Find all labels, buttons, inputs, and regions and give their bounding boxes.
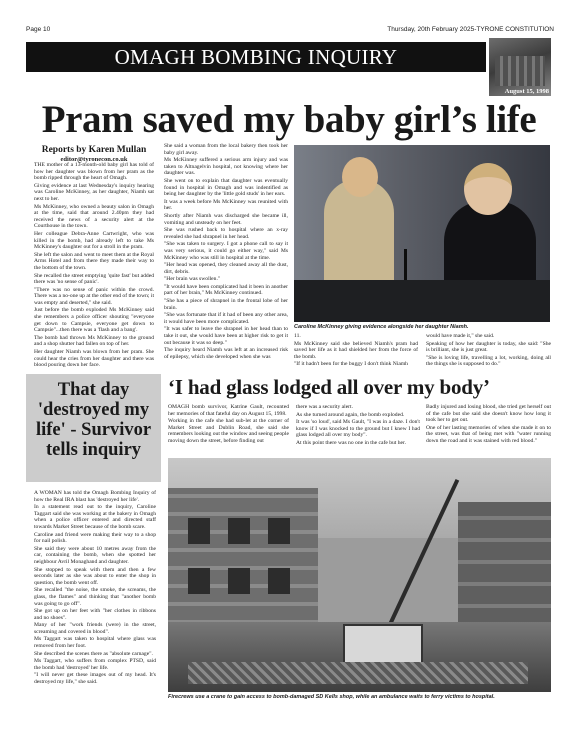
paragraph: The bomb had thrown Ms McKinney to the ground and a shop shutter had fallen on top of her. [34,334,154,348]
paragraph: Ms Taggart was taken to hospital where glass was removed from her foot. [34,636,156,650]
paragraph: Ms McKinney, who owned a beauty salon in Omagh at the time, said that around 2.40pm they had received the news of a security alert at the Courthouse in the town. [34,203,154,230]
inquiry-photo [294,145,550,322]
paragraph: "It would have been complicated had it been in another part of her brain," Ms McKinney continued. [164,283,288,297]
photo-figure-left-head [342,157,378,197]
banner-photo-building [495,56,545,86]
paragraph: would have made it," she said. [426,333,495,339]
paragraph: "She is loving life, travelling a lot, working, doing all the things she is supposed to do." [426,354,551,368]
page-header [26,26,554,36]
paragraph: Shortly after Niamh was discharged she became ill, vomiting and unsteady on her feet. [164,212,288,226]
paragraph: 11. [294,333,301,339]
byline-email: editor@tyronecon.co.uk [60,156,128,163]
paragraph: "It was safer to leave the shrapnel in her head than to take it out, she would have been at higher risk to get it out because it was so deep." [164,326,288,346]
story3-column-3 [426,404,551,446]
inquiry-photo-caption: Caroline McKinney giving evidence alongside her daughter Niamh. [294,324,469,330]
photo-figure-right-head [464,163,512,215]
paragraph: She recalled "the noise, the smoke, the screams, the glass, the flames" and thinking that "another bomb was going to go off". [34,587,156,607]
section-banner: OMAGH BOMBING INQUIRY [26,42,486,72]
paragraph: Her colleague Debra-Anne Cartwright, who was killed in the bomb, had already left to take Ms McKinney's daughter out for a stroll in the pram. [34,230,154,251]
paragraph: "Her brain was swollen." [164,276,221,283]
paragraph: She left the salon and went to meet them at the Royal Arms Hotel and from there they made their way to the bottom of the town. [34,251,154,271]
banner-photo-date: August 15, 1998 [504,88,549,95]
story2-headline-box [26,374,161,482]
story1-column-2 [164,143,288,361]
paragraph: One of her lasting memories of when she made it on to the street, was that of being met with "water running down the road and it was stained with red blood." [426,424,551,444]
paragraph: Speaking of how her daughter is today, she said: "She is brilliant, she is just great. [426,340,551,354]
paragraph: Her daughter Niamh was blown from her pram. She could hear the cries from her daughter and there was blood pouring down her face. [34,349,154,369]
story2-column [34,490,156,687]
paragraph: "She was taken to surgery. I got a phone call to say it was very serious, it could go either way," said Ms McKinney who was still in hospital at the time. [164,241,288,261]
paragraph: It was a week before Ms McKinney was reunited with her. [164,198,288,212]
story3-headline: ‘I had glass lodged all over my body’ [168,375,490,399]
paragraph: She said they were about 10 metres away from the car, containing the bomb, when she spotted her neighbour Avril Monaghand and daughter. [34,545,156,565]
byline-reporter: Reports by Karen Mullan [41,145,147,155]
paragraph: OMAGH bomb survivor, Katrine Gault, recounted her memories of that fateful day on August 15, 1998. [168,404,289,417]
paragraph: Working in the cafe she had sub-let at the corner of Market Street and Dublin Road, she said she remembers looking out the window and seeing people moving down the street, before finding out [168,418,290,444]
paragraph: Badly injured and losing blood, she tried get herself out of the cafe but she said she doesn't know how long it took her to get out. [426,404,551,424]
paragraph: She said a woman from the local bakery then took her baby girl away. [164,143,288,156]
paragraph: In a statement read out to the inquiry, Caroline Taggart said she was working at the bakery in Omagh when a police officer entered and directed staff towards Market Street because of the bomb scare. [34,504,156,530]
photo-window [188,518,210,544]
main-headline: Pram saved my baby girl’s life [41,98,537,141]
paragraph: At this point there was no one in the cafe but her. [296,439,406,446]
story3-column-2 [296,404,420,448]
bomb-scene-caption: Firecrews use a crane to gain access to bomb-damaged SD Kells shop, while an ambulance waits to ferry victims to hospital. [168,694,495,700]
photo-rubble [188,662,528,684]
paragraph: Ms Taggart, who suffers from complex PTSD, said the bomb had 'destroyed' her life. [34,658,156,671]
paragraph: "Her head was opened, they cleaned away all the dust, dirt, debris. [164,262,288,275]
paragraph: A WOMAN has told the Omagh Bombing Inquiry of how the Real IRA blast has 'destroyed her life'. [34,490,156,503]
story3-column-1 [168,404,289,446]
story1-column-1 [34,162,154,370]
paragraph: Just before the bomb exploded Ms McKinney said she remembers a police officer shouting "everyone get down to Campsie, everyone get down to Campsie"...then there was a 'flash and a bang'. [34,307,154,334]
paragraph: She was rushed back to hospital where an x-ray revealed she had shrapnel in her head. [164,227,288,240]
publication-date: Thursday, 20th February 2025-TYRONE CONSTITUTION [387,26,554,33]
photo-window [268,518,290,544]
photo-window [228,568,250,594]
paragraph: "If it hadn't been for the buggy I don't think Niamh [294,361,408,368]
paragraph: It was 'so loud', said Ms Gault, "I was in a daze. I don't know if I was knocked to the ground but I knew I had glass lodged all over my body". [296,419,420,439]
paragraph: Ms McKinney suffered a serious arm injury and was taken to Altnagelvin hospital, not knowing where her daughter was. [164,157,288,177]
paragraph: She stopped to speak with them and then a few seconds later as she was about to enter the shop in question, the bomb went off. [34,566,156,586]
banner-photo [489,38,551,96]
photo-truck [343,624,423,664]
paragraph: She described the scenes there as "absolute carnage". [34,650,153,657]
paragraph: Caroline and friend were making their way to a shop for nail polish. [34,531,156,545]
paragraph: there was a security alert. [296,404,353,410]
paragraph: As she turned around again, the bomb exploded. [296,411,405,418]
paragraph: She went on to explain that daughter was eventually found in hospital in Omagh and was indentified as being her daughter by the 'little gold studs' in her ears. [164,177,288,198]
paragraph: She got up on her feet with "her clothes in ribbons and no shoes". [34,608,156,621]
photo-window [188,568,210,594]
page-number: Page 10 [26,26,51,33]
paragraph: "I will never get these images out of my head. It's destroyed my life," she said. [34,672,156,686]
paragraph: "She has a piece of shrapnel in the frontal lobe of her brain. [164,298,288,311]
story1-column-3 [294,333,418,369]
story1-column-4 [426,333,551,369]
bomb-scene-photo [168,458,551,692]
photo-desk [294,280,550,322]
photo-window [228,518,250,544]
paragraph: The inquiry heard Niamh was left at an increased risk of epilepsy, which she developed when she was [164,347,288,360]
paragraph: THE mother of a 13-month-old baby girl has told of how her daughter was blown from her pram as the bomb ripped through the heart of Omagh. [34,162,154,182]
paragraph: Ms McKinney said she believed Niamh's pram had saved her life as it had shielded her from the force of the bomb. [294,340,418,360]
photo-window [268,568,290,594]
paragraph: "She was fortunate that if it had of been any other area, it would have been more complicated. [164,312,288,325]
paragraph: She recalled the street emptying 'quite fast' but added there was 'no sense of panic'. [34,272,154,286]
paragraph: Many of her "work friends (were) in the street, screaming and covered in blood". [34,622,156,635]
paragraph: Giving evidence at last Wednesday's inquiry hearing was Caroline McKinney, as her daughter, Niamh sat next to her. [34,182,154,202]
story2-headline: That day 'destroyed my life' - Survivor tells inquiry [35,380,152,460]
paragraph: "There was no sense of panic within the crowd. There was a no-one up at the other end of the town; it was empty and deserted," she said. [34,286,154,306]
